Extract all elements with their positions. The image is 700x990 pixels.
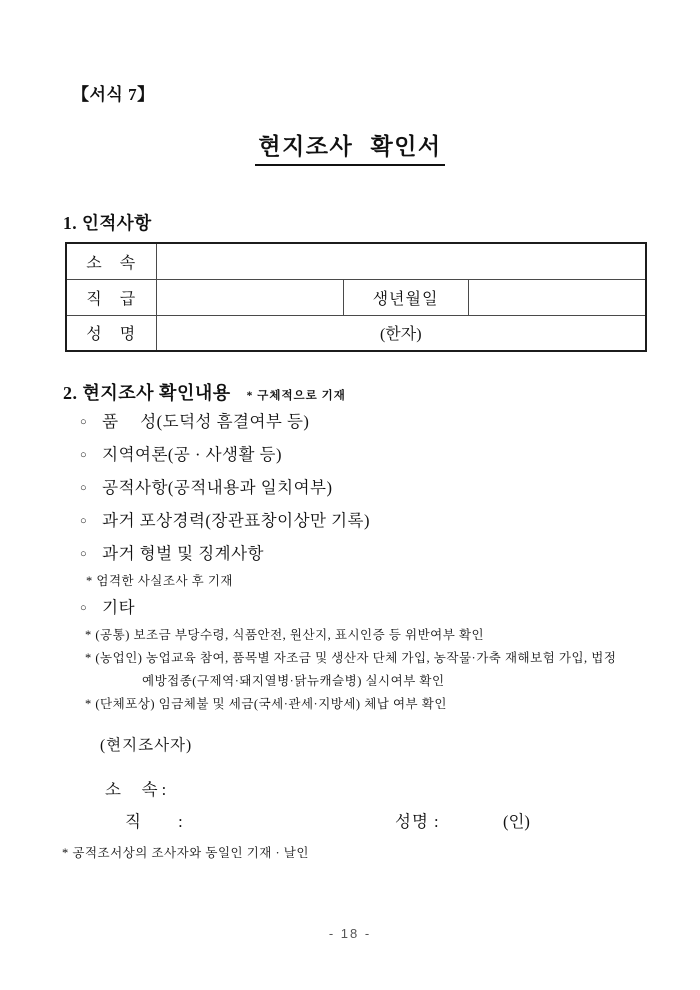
etc-note-group: * (단체포상) 임금체불 및 세금(국세·관세·지방세) 체납 여부 확인: [85, 697, 447, 711]
signature-affiliation-label: 소 속 :: [105, 780, 167, 799]
signature-position-label: 직 :: [125, 812, 183, 831]
section1-heading: 1. 인적사항: [63, 213, 152, 233]
checklist-item-label: 기타: [102, 598, 136, 617]
affiliation-label-cell: 소 속: [66, 243, 156, 279]
checklist-item-label: 지역여론(공 · 사생활 등): [102, 445, 282, 464]
checklist-item: [80, 540, 370, 564]
circle-bullet-icon: ○: [80, 548, 88, 560]
checklist-item-label: 공적사항(공적내용과 일치여부): [102, 478, 333, 497]
circle-bullet-icon: ○: [80, 449, 88, 461]
checklist-item-etc: [80, 594, 135, 618]
checklist: [80, 408, 370, 573]
rank-value-cell: [156, 279, 343, 315]
checklist-item: [80, 441, 370, 465]
circle-bullet-icon: ○: [80, 482, 88, 494]
personal-info-table: [65, 242, 647, 352]
checklist-item-label: 과거 포상경력(장관표창이상만 기록): [102, 511, 370, 530]
etc-note-farmer-line2: 예방접종(구제역·돼지열병·닭뉴캐슬병) 실시여부 확인: [142, 674, 445, 688]
etc-note-farmer: * (농업인) 농업교육 참여, 품목별 자조금 및 생산자 단체 가입, 농작물·가축 재해보험 가입, 법정: [85, 651, 617, 665]
investigator-label: (현지조사자): [100, 737, 193, 754]
table-row-name: [66, 315, 646, 351]
section2-heading: [63, 379, 346, 405]
etc-note-common: * (공통) 보조금 부당수령, 식품안전, 원산지, 표시인증 등 위반여부 확인: [85, 628, 485, 642]
circle-bullet-icon: ○: [80, 515, 88, 527]
affiliation-value-cell: [156, 243, 646, 279]
signature-name-label: 성명 :: [395, 812, 440, 831]
section2-heading-note: * 구체적으로 기재: [246, 390, 346, 402]
signature-seal-label: (인): [503, 812, 530, 831]
rank-label-cell: 직 급: [66, 279, 156, 315]
title-container: [0, 128, 700, 166]
table-row-affiliation: [66, 243, 646, 279]
table-row-rank: [66, 279, 646, 315]
checklist-item-label: 과거 형벌 및 징계사항: [102, 544, 264, 563]
name-label-cell: 성 명: [66, 315, 156, 351]
etc-notes-block: [85, 625, 616, 717]
checklist-item: [80, 507, 370, 531]
strict-investigation-note: * 엄격한 사실조사 후 기재: [86, 574, 234, 588]
birthdate-value-cell: [468, 279, 646, 315]
form-number-label: 【서식 7】: [72, 85, 155, 104]
page-number: - 18 -: [328, 926, 372, 941]
circle-bullet-icon: ○: [80, 602, 88, 614]
name-hanja-cell: (한자): [156, 315, 646, 351]
checklist-item: [80, 474, 370, 498]
document-title: 현지조사 확인서: [255, 128, 444, 166]
checklist-item-label: 품 성(도덕성 흠결여부 등): [102, 412, 310, 431]
signature-note: * 공적조서상의 조사자와 동일인 기재 · 날인: [62, 846, 309, 860]
checklist-item: [80, 408, 370, 432]
section2-heading-text: 2. 현지조사 확인내용: [63, 383, 231, 403]
circle-bullet-icon: ○: [80, 416, 88, 428]
birthdate-label-cell: 생년월일: [343, 279, 468, 315]
